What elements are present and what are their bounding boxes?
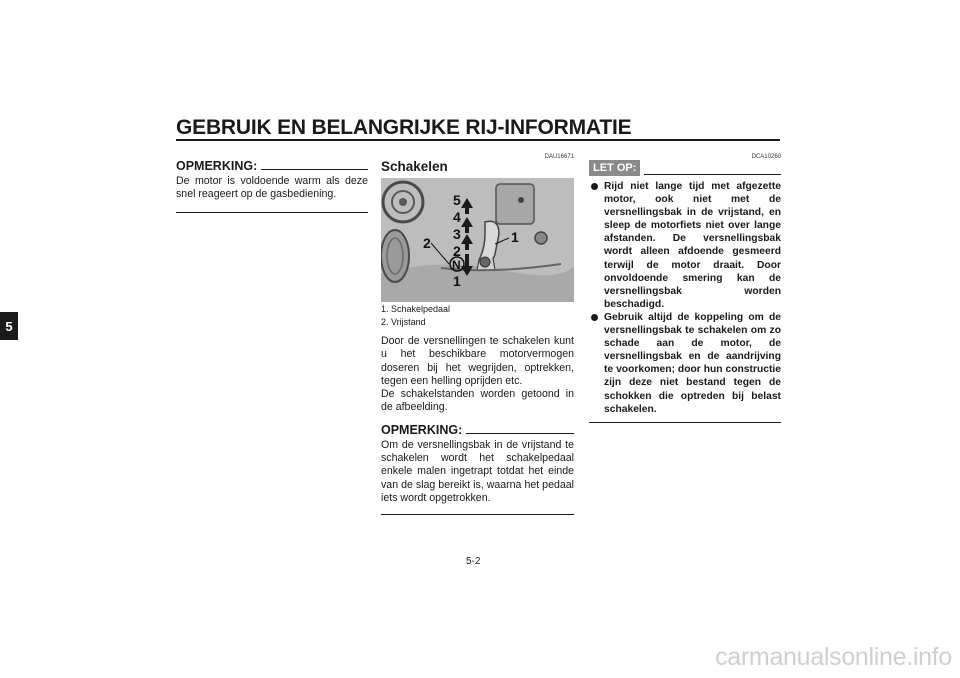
site-watermark: carmanualsonline.info	[715, 643, 952, 671]
left-note-end-rule	[176, 212, 368, 213]
caution-item	[591, 311, 781, 416]
section-code: DAU16671	[544, 154, 574, 160]
header-rule	[176, 139, 780, 141]
chapter-tab: 5	[0, 312, 18, 340]
left-note-heading-line	[261, 169, 368, 170]
caption-1: 1. Schakelpedaal	[381, 304, 451, 314]
shifting-paragraph-1: Door de versnellingen te schakelen kunt u het beschikbare motorvermogen doseren bij het wegrijden, optrekken, tegen een helling oprijden etc.	[381, 335, 574, 387]
caution-heading-row	[589, 160, 781, 176]
caution-item-text: Rijd niet lange tijd met afgezette motor, ook niet met de versnellingsbak in de vrijstand, en sleep de motorfiets niet over lange afstanden. De versnellingsbak wordt alleen afdoende gesmeerd terwijl de motor draait. Door onvoldoende smering kan de versnellingsbak worden beschadigd.	[604, 181, 781, 310]
shifting-paragraph-2: De schakelstanden worden getoond in de afbeelding.	[381, 388, 574, 414]
gear-label-4: 4	[453, 209, 461, 225]
gear-label-3: 3	[453, 226, 461, 242]
gear-label-5: 5	[453, 192, 461, 208]
page-header-title: GEBRUIK EN BELANGRIJKE RIJ-INFORMATIE	[176, 116, 632, 139]
caption-2: 2. Vrijstand	[381, 317, 426, 327]
left-note-heading-row	[176, 159, 368, 173]
shifting-body	[381, 335, 574, 515]
caution-box	[589, 160, 781, 423]
page-number: 5-2	[466, 556, 481, 567]
gear-label-1: 1	[453, 273, 461, 289]
left-note-heading: OPMERKING:	[176, 159, 258, 173]
shift-pedal-figure	[381, 178, 574, 302]
figure-captions	[381, 303, 574, 329]
left-note	[176, 159, 368, 213]
caution-code: DCA10260	[751, 154, 781, 160]
shifting-note-heading-line	[466, 433, 574, 434]
shifting-note-end-rule	[381, 514, 574, 515]
gear-label-neutral: N	[452, 258, 461, 272]
section-title: Schakelen	[381, 159, 448, 174]
shifting-note-text: Om de versnellingsbak in de vrijstand te schakelen wordt het schakelpedaal enkele malen ingetrapt totdat het einde van de slag bereikt is, waarna het pedaal iets wordt opgetrokken.	[381, 438, 574, 504]
caution-list	[589, 180, 781, 416]
callout-2-neutral: 2	[423, 235, 431, 251]
bullet-icon	[591, 183, 598, 190]
callout-1-pedal: 1	[511, 229, 519, 245]
gear-label-2: 2	[453, 243, 461, 259]
caution-end-rule	[589, 422, 781, 424]
caution-item-text: Gebruik altijd de koppeling om de versnellingsbak te schakelen om zo schade aan de motor, de versnellingsbak en de aandrijving te voorkomen; door hun constructie zijn deze niet bestand tegen de schokken die optreden bij belast schakelen.	[604, 311, 781, 415]
shifting-note-heading-row	[381, 423, 574, 437]
shifting-note-heading: OPMERKING:	[381, 422, 463, 437]
shift-pedal-illustration	[381, 178, 574, 302]
caution-heading-line	[644, 174, 781, 175]
bullet-icon	[591, 314, 598, 321]
caution-label: LET OP:	[589, 160, 640, 176]
left-note-text: De motor is voldoende warm als deze snel reageert op de gasbediening.	[176, 175, 368, 201]
caution-item	[591, 180, 781, 311]
